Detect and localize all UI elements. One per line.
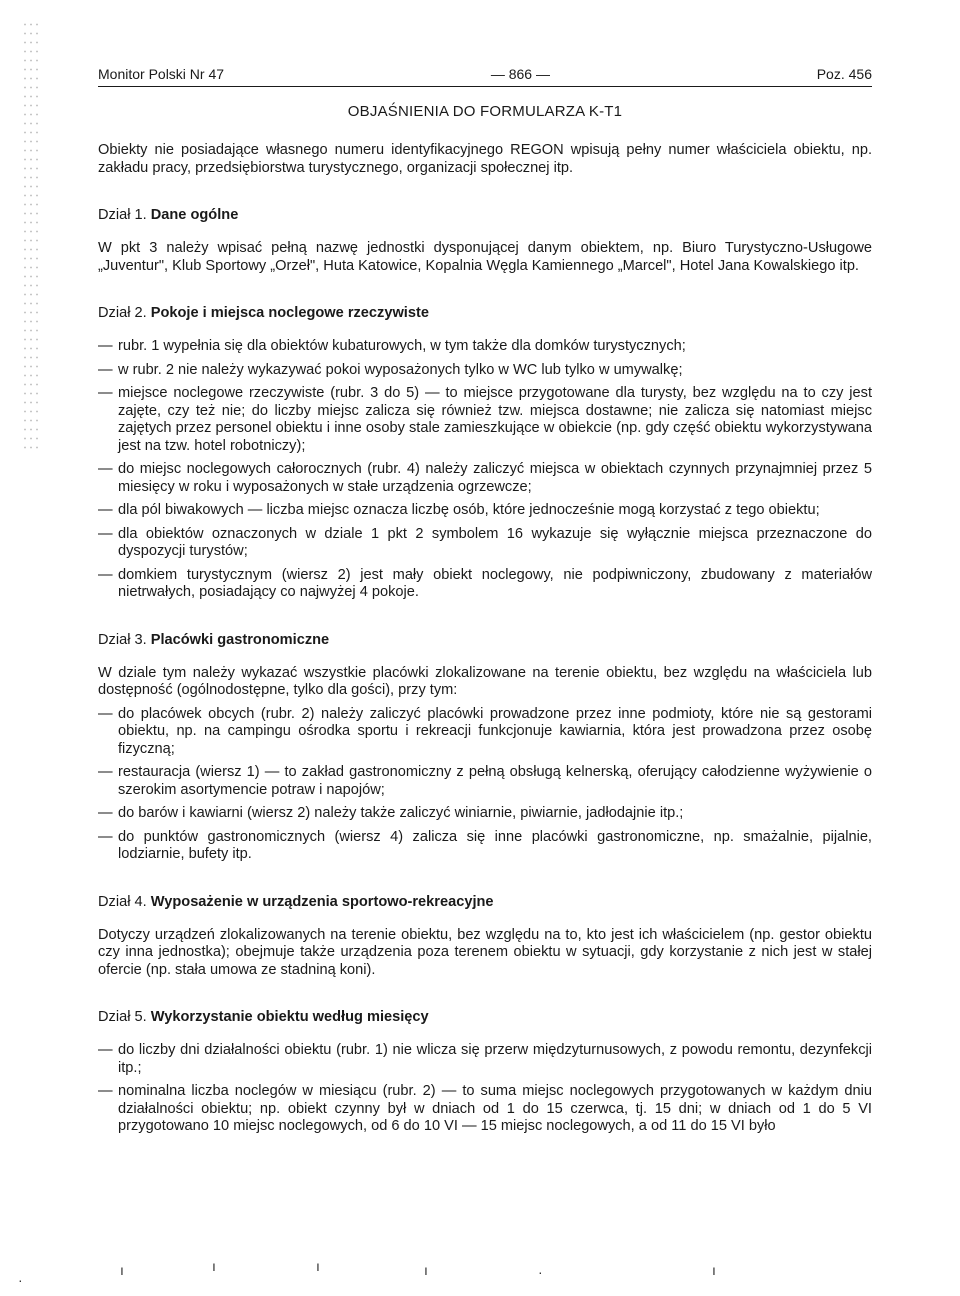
page-number: — 866 —	[490, 66, 550, 82]
scan-speck: ı	[120, 1262, 124, 1278]
section-heading	[98, 207, 872, 223]
list-item: — domkiem turystycznym (wiersz 2) jest mały obiekt noclegowy, nie podpiwniczony, zbudowany z materiałów nietrwałych, posiadający co najwyżej 4 pokoje.	[98, 567, 872, 602]
section-number: Dział 2.	[98, 305, 147, 321]
section-number: Dział 3.	[98, 631, 147, 648]
list-item: — w rubr. 2 nie należy wykazywać pokoi wyposażonych tylko w WC lub tylko w umywalkę;	[98, 362, 872, 380]
list-item: — do barów i kawiarni (wiersz 2) należy także zaliczyć winiarnie, piwiarnie, jadłodajnie itp.;	[98, 805, 872, 823]
section-name: Dane ogólne	[150, 207, 239, 223]
position-number: Poz. 456	[816, 66, 872, 82]
section-list	[98, 706, 872, 864]
section-list	[98, 338, 872, 602]
intro-paragraph: Obiekty nie posiadające własnego numeru identyfikacyjnego REGON wpisują pełny numer właściciela obiektu, np. zakładu pracy, przedsiębiorstwa turystycznego, organizacji społecznej itp.	[98, 142, 872, 176]
section-dzial-1	[98, 207, 872, 275]
list-item: — do liczby dni działalności obiektu (rubr. 1) nie wlicza się przerw międzyturnusowych, z powodu remontu, dezynfekcji itp.;	[98, 1042, 872, 1077]
section-paragraph: W dziale tym należy wykazać wszystkie placówki zlokalizowane na terenie obiektu, bez względu na właściciela lub dostępność (ogólnodostępne, tylko dla gości), przy tym:	[98, 664, 872, 698]
section-name: Pokoje i miejsca noclegowe rzeczywiste	[150, 305, 429, 321]
section-heading	[98, 305, 872, 321]
scan-edge-noise	[22, 20, 42, 450]
section-list	[98, 1042, 872, 1136]
list-item: — restauracja (wiersz 1) — to zakład gastronomiczny z pełną obsługą kelnerską, oferujący całodzienne wyżywienie o szerokim asortymencie potraw i napojów;	[98, 764, 872, 799]
document-page	[98, 66, 872, 1142]
section-dzial-3	[98, 632, 872, 864]
list-item: — miejsce noclegowe rzeczywiste (rubr. 3 do 5) — to miejsce przygotowane dla turysty, bez względu na to czy jest zajęte, czy też nie; do liczby miejsc zalicza się również tzw. miejsca dostawne; nie zalicza się natomiast miejsc zajętych przez personel obiektu i inne osoby stale zamieszkujące w obiekcie (np. gdy część obiektu wykorzystywana jest na tzw. hotel robotniczy);	[98, 385, 872, 455]
section-heading	[98, 632, 872, 648]
section-name: Placówki gastronomiczne	[150, 631, 330, 648]
section-paragraph: Dotyczy urządzeń zlokalizowanych na terenie obiektu, bez względu na to, kto jest ich właścicielem (np. gestor obiektu czy inna jednostka); obejmuje także urządzenia poza terenem obiektu w sytuacji, gdy korzystanie z nich jest w stałej ofercie (np. stała umowa ze stadniną koni).	[98, 926, 872, 978]
section-paragraph: W pkt 3 należy wpisać pełną nazwę jednostki dysponującej danym obiektem, np. Biuro Turystyczno-Usługowe „Juventur", Klub Sportowy „Orzeł", Huta Katowice, Kopalnia Węgla Kamiennego „Marcel", Hotel Jana Kowalskiego itp.	[98, 240, 872, 274]
section-number: Dział 1.	[98, 207, 147, 223]
scan-speck: ı	[424, 1262, 428, 1278]
list-item: — rubr. 1 wypełnia się dla obiektów kubaturowych, w tym także dla domków turystycznych;	[98, 338, 872, 356]
section-dzial-4	[98, 894, 872, 980]
section-dzial-5	[98, 1009, 872, 1136]
list-item: — do punktów gastronomicznych (wiersz 4) zalicza się inne placówki gastronomiczne, np. smażalnie, pijalnie, lodziarnie, bufety itp.	[98, 829, 872, 864]
section-name: Wykorzystanie obiektu według miesięcy	[150, 1009, 429, 1025]
page-header	[98, 66, 872, 87]
scan-speck: ı	[316, 1258, 320, 1274]
scan-speck: ·	[18, 1272, 23, 1288]
publication-name: Monitor Polski Nr 47	[98, 66, 225, 82]
scan-speck: ı	[212, 1258, 216, 1274]
section-heading	[98, 894, 872, 910]
section-number: Dział 5.	[98, 1009, 147, 1025]
list-item: — dla pól biwakowych — liczba miejsc oznacza liczbę osób, które jednocześnie mogą korzystać z tego obiektu;	[98, 502, 872, 520]
scan-speck: ı	[712, 1262, 716, 1278]
section-heading	[98, 1009, 872, 1025]
section-name: Wyposażenie w urządzenia sportowo-rekreacyjne	[150, 893, 494, 910]
list-item: — nominalna liczba noclegów w miesiącu (rubr. 2) — to suma miejsc noclegowych przygotowanych w każdym dniu działalności obiektu; np. obiekt czynny był w dniach od 1 do 15 czerwca, tj. 15 dni; w dniach od 1 do 5 VI przygotowano 10 miejsc noclegowych, od 6 do 10 VI — 15 miejsc noclegowych, a od 11 do 15 VI było	[98, 1083, 872, 1136]
document-title: OBJAŚNIENIA DO FORMULARZA K-T1	[347, 103, 623, 120]
scan-speck: ·	[538, 1264, 543, 1280]
list-item: — do miejsc noclegowych całorocznych (rubr. 4) należy zaliczyć miejsca w obiektach czynnych przynajmniej przez 5 miesięcy w roku i wyposażonych w stałe urządzenia ogrzewcze;	[98, 461, 872, 496]
section-dzial-2	[98, 305, 872, 602]
section-number: Dział 4.	[98, 893, 147, 910]
list-item: — dla obiektów oznaczonych w dziale 1 pkt 2 symbolem 16 wykazuje się wyłącznie miejsca przeznaczone do dyspozycji turystów;	[98, 526, 872, 561]
list-item: — do placówek obcych (rubr. 2) należy zaliczyć placówki prowadzone przez inne podmioty, które nie są gestorami obiektu, np. na campingu ośrodka sportu i rekreacji funkcjonuje kawiarnia, która jest prowadzona przez osobę fizyczną;	[98, 706, 872, 759]
